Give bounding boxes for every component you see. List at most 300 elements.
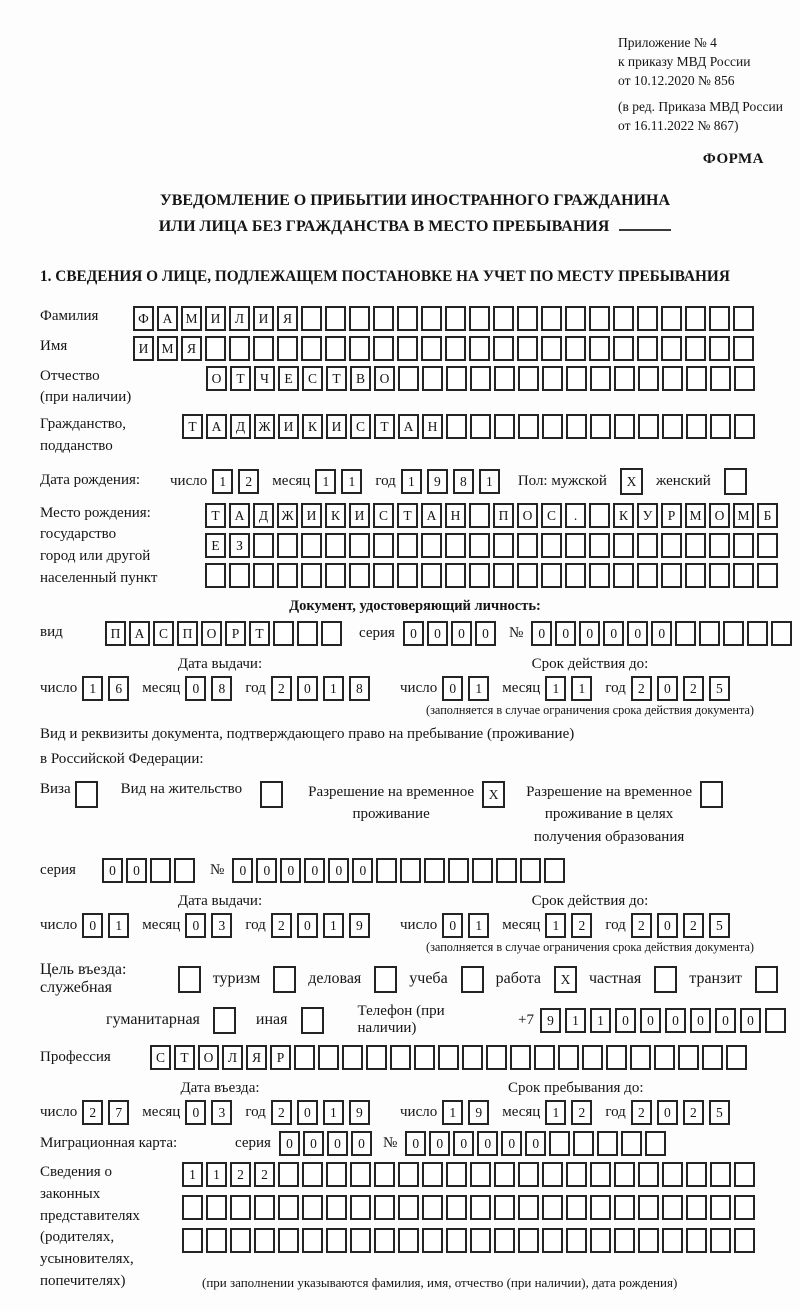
form-cell[interactable]: 0 <box>477 1131 498 1156</box>
form-cell[interactable] <box>765 1008 786 1033</box>
form-cell[interactable]: Н <box>422 414 443 439</box>
form-cell[interactable] <box>350 1195 371 1220</box>
form-cell[interactable] <box>374 1228 395 1253</box>
form-cell[interactable] <box>424 858 445 883</box>
form-cell[interactable]: 1 <box>590 1008 611 1033</box>
form-cell[interactable]: Т <box>174 1045 195 1070</box>
form-cell[interactable]: И <box>301 503 322 528</box>
form-cell[interactable] <box>398 1162 419 1187</box>
form-cell[interactable]: Р <box>661 503 682 528</box>
form-cell[interactable] <box>686 1195 707 1220</box>
form-cell[interactable]: Т <box>182 414 203 439</box>
form-cell[interactable]: С <box>150 1045 171 1070</box>
form-cell[interactable]: 0 <box>304 858 325 883</box>
form-cell[interactable] <box>630 1045 651 1070</box>
form-cell[interactable] <box>278 1228 299 1253</box>
form-cell[interactable] <box>654 1045 675 1070</box>
form-cell[interactable] <box>494 1228 515 1253</box>
form-cell[interactable] <box>699 621 720 646</box>
form-cell[interactable]: А <box>157 306 178 331</box>
form-cell[interactable]: 1 <box>545 676 566 701</box>
form-cell[interactable] <box>709 533 730 558</box>
form-cell[interactable]: П <box>493 503 514 528</box>
form-cell[interactable]: 9 <box>349 1100 370 1125</box>
form-cell[interactable]: 8 <box>453 469 474 494</box>
form-cell[interactable]: 0 <box>405 1131 426 1156</box>
form-cell[interactable] <box>614 366 635 391</box>
form-cell[interactable]: 0 <box>126 858 147 883</box>
form-cell[interactable] <box>724 468 747 495</box>
form-cell[interactable] <box>518 366 539 391</box>
form-cell[interactable]: Т <box>205 503 226 528</box>
form-cell[interactable]: 0 <box>657 1100 678 1125</box>
form-cell[interactable] <box>438 1045 459 1070</box>
form-cell[interactable] <box>662 414 683 439</box>
form-cell[interactable] <box>273 966 296 993</box>
form-cell[interactable] <box>414 1045 435 1070</box>
form-cell[interactable]: Т <box>397 503 418 528</box>
form-cell[interactable] <box>757 563 778 588</box>
form-cell[interactable]: 1 <box>108 913 129 938</box>
form-cell[interactable]: 0 <box>297 676 318 701</box>
form-cell[interactable] <box>614 1195 635 1220</box>
form-cell[interactable]: 0 <box>280 858 301 883</box>
form-cell[interactable] <box>590 1195 611 1220</box>
form-cell[interactable]: 5 <box>709 913 730 938</box>
form-cell[interactable] <box>494 1162 515 1187</box>
form-cell[interactable]: 0 <box>740 1008 761 1033</box>
form-cell[interactable]: 0 <box>657 913 678 938</box>
form-cell[interactable]: 0 <box>640 1008 661 1033</box>
form-cell[interactable]: 0 <box>451 621 472 646</box>
form-cell[interactable] <box>709 563 730 588</box>
form-cell[interactable] <box>493 336 514 361</box>
form-cell[interactable] <box>469 563 490 588</box>
form-cell[interactable]: 3 <box>211 913 232 938</box>
form-cell[interactable]: 0 <box>327 1131 348 1156</box>
form-cell[interactable] <box>645 1131 666 1156</box>
form-cell[interactable] <box>518 1162 539 1187</box>
form-cell[interactable] <box>229 336 250 361</box>
form-cell[interactable] <box>446 1195 467 1220</box>
form-cell[interactable] <box>230 1228 251 1253</box>
form-cell[interactable] <box>373 533 394 558</box>
form-cell[interactable] <box>273 621 294 646</box>
form-cell[interactable] <box>493 563 514 588</box>
form-cell[interactable] <box>733 563 754 588</box>
form-cell[interactable]: 0 <box>351 1131 372 1156</box>
form-cell[interactable] <box>702 1045 723 1070</box>
form-cell[interactable]: О <box>709 503 730 528</box>
form-cell[interactable] <box>469 306 490 331</box>
form-cell[interactable] <box>496 858 517 883</box>
form-cell[interactable]: С <box>302 366 323 391</box>
form-cell[interactable] <box>661 336 682 361</box>
form-cell[interactable]: 0 <box>297 913 318 938</box>
form-cell[interactable]: А <box>229 503 250 528</box>
form-cell[interactable] <box>541 563 562 588</box>
form-cell[interactable]: 0 <box>429 1131 450 1156</box>
form-cell[interactable] <box>462 1045 483 1070</box>
form-cell[interactable]: О <box>198 1045 219 1070</box>
form-cell[interactable]: Л <box>229 306 250 331</box>
form-cell[interactable] <box>589 306 610 331</box>
form-cell[interactable] <box>558 1045 579 1070</box>
form-cell[interactable] <box>254 1195 275 1220</box>
form-cell[interactable] <box>613 533 634 558</box>
form-cell[interactable] <box>470 414 491 439</box>
form-cell[interactable]: 6 <box>108 676 129 701</box>
form-cell[interactable] <box>654 966 677 993</box>
form-cell[interactable] <box>637 533 658 558</box>
form-cell[interactable] <box>302 1228 323 1253</box>
form-cell[interactable]: 5 <box>709 676 730 701</box>
form-cell[interactable] <box>494 414 515 439</box>
form-cell[interactable]: 5 <box>709 1100 730 1125</box>
form-cell[interactable] <box>461 966 484 993</box>
form-cell[interactable] <box>541 336 562 361</box>
form-cell[interactable]: 0 <box>102 858 123 883</box>
form-cell[interactable] <box>366 1045 387 1070</box>
form-cell[interactable]: 2 <box>230 1162 251 1187</box>
form-cell[interactable] <box>206 1195 227 1220</box>
form-cell[interactable]: 0 <box>442 676 463 701</box>
form-cell[interactable] <box>726 1045 747 1070</box>
form-cell[interactable] <box>278 1195 299 1220</box>
form-cell[interactable]: 0 <box>555 621 576 646</box>
form-cell[interactable]: 8 <box>349 676 370 701</box>
form-cell[interactable] <box>733 306 754 331</box>
form-cell[interactable] <box>606 1045 627 1070</box>
form-cell[interactable] <box>349 533 370 558</box>
form-cell[interactable]: 3 <box>211 1100 232 1125</box>
form-cell[interactable]: П <box>105 621 126 646</box>
form-cell[interactable]: И <box>253 306 274 331</box>
form-cell[interactable]: Ж <box>277 503 298 528</box>
form-cell[interactable] <box>709 336 730 361</box>
form-cell[interactable]: 0 <box>501 1131 522 1156</box>
form-cell[interactable]: К <box>613 503 634 528</box>
form-cell[interactable]: Д <box>253 503 274 528</box>
form-cell[interactable]: 0 <box>627 621 648 646</box>
form-cell[interactable] <box>517 533 538 558</box>
form-cell[interactable]: 0 <box>185 676 206 701</box>
form-cell[interactable] <box>422 1162 443 1187</box>
form-cell[interactable]: 1 <box>565 1008 586 1033</box>
form-cell[interactable] <box>686 366 707 391</box>
form-cell[interactable]: X <box>554 966 577 993</box>
form-cell[interactable]: С <box>373 503 394 528</box>
form-cell[interactable] <box>614 1228 635 1253</box>
form-cell[interactable] <box>182 1195 203 1220</box>
form-cell[interactable] <box>493 533 514 558</box>
form-cell[interactable]: 7 <box>108 1100 129 1125</box>
form-cell[interactable] <box>590 1162 611 1187</box>
form-cell[interactable]: 0 <box>453 1131 474 1156</box>
form-cell[interactable] <box>662 366 683 391</box>
form-cell[interactable]: И <box>349 503 370 528</box>
form-cell[interactable] <box>321 621 342 646</box>
form-cell[interactable] <box>734 1162 755 1187</box>
form-cell[interactable]: 1 <box>341 469 362 494</box>
form-cell[interactable] <box>205 336 226 361</box>
form-cell[interactable]: 1 <box>468 676 489 701</box>
form-cell[interactable] <box>638 1162 659 1187</box>
form-cell[interactable] <box>206 1228 227 1253</box>
form-cell[interactable] <box>517 563 538 588</box>
form-cell[interactable]: X <box>482 781 505 808</box>
form-cell[interactable]: А <box>129 621 150 646</box>
form-cell[interactable]: И <box>278 414 299 439</box>
form-cell[interactable]: 0 <box>651 621 672 646</box>
form-cell[interactable] <box>398 1195 419 1220</box>
form-cell[interactable]: С <box>153 621 174 646</box>
form-cell[interactable] <box>349 306 370 331</box>
form-cell[interactable] <box>397 336 418 361</box>
form-cell[interactable] <box>294 1045 315 1070</box>
form-cell[interactable] <box>686 1228 707 1253</box>
form-cell[interactable]: 1 <box>468 913 489 938</box>
form-cell[interactable] <box>709 306 730 331</box>
form-cell[interactable] <box>446 1228 467 1253</box>
form-cell[interactable]: 0 <box>303 1131 324 1156</box>
form-cell[interactable] <box>613 336 634 361</box>
form-cell[interactable] <box>445 563 466 588</box>
form-cell[interactable]: 1 <box>323 676 344 701</box>
form-cell[interactable] <box>734 1228 755 1253</box>
form-cell[interactable]: 1 <box>206 1162 227 1187</box>
form-cell[interactable] <box>542 1195 563 1220</box>
form-cell[interactable] <box>469 503 490 528</box>
form-cell[interactable] <box>470 1195 491 1220</box>
form-cell[interactable] <box>637 306 658 331</box>
form-cell[interactable]: Е <box>205 533 226 558</box>
form-cell[interactable]: 2 <box>271 1100 292 1125</box>
form-cell[interactable] <box>421 306 442 331</box>
form-cell[interactable]: 1 <box>315 469 336 494</box>
form-cell[interactable]: 0 <box>427 621 448 646</box>
form-cell[interactable] <box>470 1228 491 1253</box>
form-cell[interactable]: Т <box>326 366 347 391</box>
form-cell[interactable]: 0 <box>525 1131 546 1156</box>
form-cell[interactable]: 0 <box>352 858 373 883</box>
form-cell[interactable]: Е <box>278 366 299 391</box>
form-cell[interactable] <box>374 966 397 993</box>
form-cell[interactable] <box>494 1195 515 1220</box>
form-cell[interactable] <box>638 1228 659 1253</box>
form-cell[interactable] <box>518 1228 539 1253</box>
form-cell[interactable] <box>662 1162 683 1187</box>
form-cell[interactable] <box>301 533 322 558</box>
form-cell[interactable]: 2 <box>271 913 292 938</box>
form-cell[interactable] <box>318 1045 339 1070</box>
form-cell[interactable] <box>350 1162 371 1187</box>
form-cell[interactable] <box>542 414 563 439</box>
form-cell[interactable]: Ч <box>254 366 275 391</box>
form-cell[interactable]: 2 <box>254 1162 275 1187</box>
form-cell[interactable] <box>685 336 706 361</box>
form-cell[interactable]: М <box>157 336 178 361</box>
form-cell[interactable] <box>494 366 515 391</box>
form-cell[interactable] <box>470 1162 491 1187</box>
form-cell[interactable]: О <box>517 503 538 528</box>
form-cell[interactable] <box>445 306 466 331</box>
form-cell[interactable] <box>613 563 634 588</box>
form-cell[interactable] <box>542 1228 563 1253</box>
form-cell[interactable] <box>397 563 418 588</box>
form-cell[interactable] <box>229 563 250 588</box>
form-cell[interactable]: 0 <box>665 1008 686 1033</box>
form-cell[interactable]: С <box>350 414 371 439</box>
form-cell[interactable] <box>590 1228 611 1253</box>
form-cell[interactable]: 9 <box>349 913 370 938</box>
form-cell[interactable] <box>349 336 370 361</box>
form-cell[interactable] <box>590 366 611 391</box>
form-cell[interactable] <box>398 1228 419 1253</box>
form-cell[interactable] <box>686 1162 707 1187</box>
form-cell[interactable] <box>301 1007 324 1034</box>
form-cell[interactable] <box>710 1195 731 1220</box>
form-cell[interactable] <box>301 306 322 331</box>
form-cell[interactable]: 0 <box>442 913 463 938</box>
form-cell[interactable] <box>613 306 634 331</box>
form-cell[interactable]: 0 <box>328 858 349 883</box>
form-cell[interactable] <box>205 563 226 588</box>
form-cell[interactable]: 2 <box>683 676 704 701</box>
form-cell[interactable]: 8 <box>211 676 232 701</box>
form-cell[interactable] <box>302 1162 323 1187</box>
form-cell[interactable]: 0 <box>715 1008 736 1033</box>
form-cell[interactable] <box>710 1228 731 1253</box>
form-cell[interactable] <box>747 621 768 646</box>
form-cell[interactable]: 9 <box>468 1100 489 1125</box>
form-cell[interactable] <box>542 1162 563 1187</box>
form-cell[interactable]: Я <box>246 1045 267 1070</box>
form-cell[interactable] <box>565 336 586 361</box>
form-cell[interactable]: 0 <box>531 621 552 646</box>
form-cell[interactable]: 2 <box>683 1100 704 1125</box>
form-cell[interactable] <box>397 306 418 331</box>
form-cell[interactable]: Р <box>225 621 246 646</box>
form-cell[interactable]: 2 <box>238 469 259 494</box>
form-cell[interactable] <box>565 533 586 558</box>
form-cell[interactable] <box>637 563 658 588</box>
form-cell[interactable] <box>253 563 274 588</box>
form-cell[interactable] <box>710 414 731 439</box>
form-cell[interactable] <box>723 621 744 646</box>
form-cell[interactable] <box>213 1007 236 1034</box>
form-cell[interactable]: Т <box>249 621 270 646</box>
form-cell[interactable]: Я <box>181 336 202 361</box>
form-cell[interactable] <box>614 1162 635 1187</box>
form-cell[interactable]: 1 <box>182 1162 203 1187</box>
form-cell[interactable] <box>582 1045 603 1070</box>
form-cell[interactable] <box>373 336 394 361</box>
form-cell[interactable] <box>733 533 754 558</box>
form-cell[interactable] <box>755 966 778 993</box>
form-cell[interactable] <box>573 1131 594 1156</box>
form-cell[interactable] <box>373 306 394 331</box>
form-cell[interactable] <box>566 366 587 391</box>
form-cell[interactable]: 0 <box>297 1100 318 1125</box>
form-cell[interactable] <box>517 336 538 361</box>
form-cell[interactable] <box>373 563 394 588</box>
form-cell[interactable] <box>566 1228 587 1253</box>
form-cell[interactable] <box>421 336 442 361</box>
form-cell[interactable]: М <box>181 306 202 331</box>
form-cell[interactable]: М <box>685 503 706 528</box>
form-cell[interactable] <box>445 533 466 558</box>
form-cell[interactable]: 1 <box>442 1100 463 1125</box>
form-cell[interactable] <box>342 1045 363 1070</box>
form-cell[interactable] <box>422 1195 443 1220</box>
form-cell[interactable]: 1 <box>545 913 566 938</box>
form-cell[interactable] <box>326 1228 347 1253</box>
form-cell[interactable]: О <box>201 621 222 646</box>
form-cell[interactable] <box>469 336 490 361</box>
form-cell[interactable] <box>374 1195 395 1220</box>
form-cell[interactable] <box>637 336 658 361</box>
form-cell[interactable]: Ф <box>133 306 154 331</box>
form-cell[interactable]: 0 <box>279 1131 300 1156</box>
form-cell[interactable] <box>326 1162 347 1187</box>
form-cell[interactable]: Н <box>445 503 466 528</box>
form-cell[interactable] <box>448 858 469 883</box>
form-cell[interactable] <box>278 1162 299 1187</box>
form-cell[interactable] <box>260 781 283 808</box>
form-cell[interactable] <box>734 414 755 439</box>
form-cell[interactable] <box>470 366 491 391</box>
form-cell[interactable] <box>661 533 682 558</box>
form-cell[interactable]: А <box>398 414 419 439</box>
form-cell[interactable] <box>566 1162 587 1187</box>
form-cell[interactable] <box>675 621 696 646</box>
form-cell[interactable]: 0 <box>232 858 253 883</box>
form-cell[interactable] <box>621 1131 642 1156</box>
form-cell[interactable]: 2 <box>631 913 652 938</box>
form-cell[interactable] <box>277 563 298 588</box>
form-cell[interactable]: 0 <box>615 1008 636 1033</box>
form-cell[interactable]: 0 <box>603 621 624 646</box>
form-cell[interactable] <box>566 1195 587 1220</box>
form-cell[interactable]: 2 <box>683 913 704 938</box>
form-cell[interactable]: Р <box>270 1045 291 1070</box>
form-cell[interactable] <box>771 621 792 646</box>
form-cell[interactable] <box>301 336 322 361</box>
form-cell[interactable] <box>710 1162 731 1187</box>
form-cell[interactable] <box>678 1045 699 1070</box>
form-cell[interactable] <box>325 336 346 361</box>
form-cell[interactable] <box>422 1228 443 1253</box>
form-cell[interactable]: О <box>206 366 227 391</box>
form-cell[interactable] <box>446 366 467 391</box>
form-cell[interactable]: П <box>177 621 198 646</box>
form-cell[interactable] <box>422 366 443 391</box>
form-cell[interactable]: 9 <box>540 1008 561 1033</box>
form-cell[interactable]: М <box>733 503 754 528</box>
form-cell[interactable] <box>376 858 397 883</box>
form-cell[interactable]: 1 <box>545 1100 566 1125</box>
form-cell[interactable] <box>301 563 322 588</box>
form-cell[interactable]: X <box>620 468 643 495</box>
form-cell[interactable] <box>178 966 201 993</box>
form-cell[interactable] <box>297 621 318 646</box>
form-cell[interactable]: 1 <box>571 676 592 701</box>
form-cell[interactable] <box>325 306 346 331</box>
form-cell[interactable] <box>710 366 731 391</box>
form-cell[interactable] <box>325 563 346 588</box>
form-cell[interactable] <box>520 858 541 883</box>
